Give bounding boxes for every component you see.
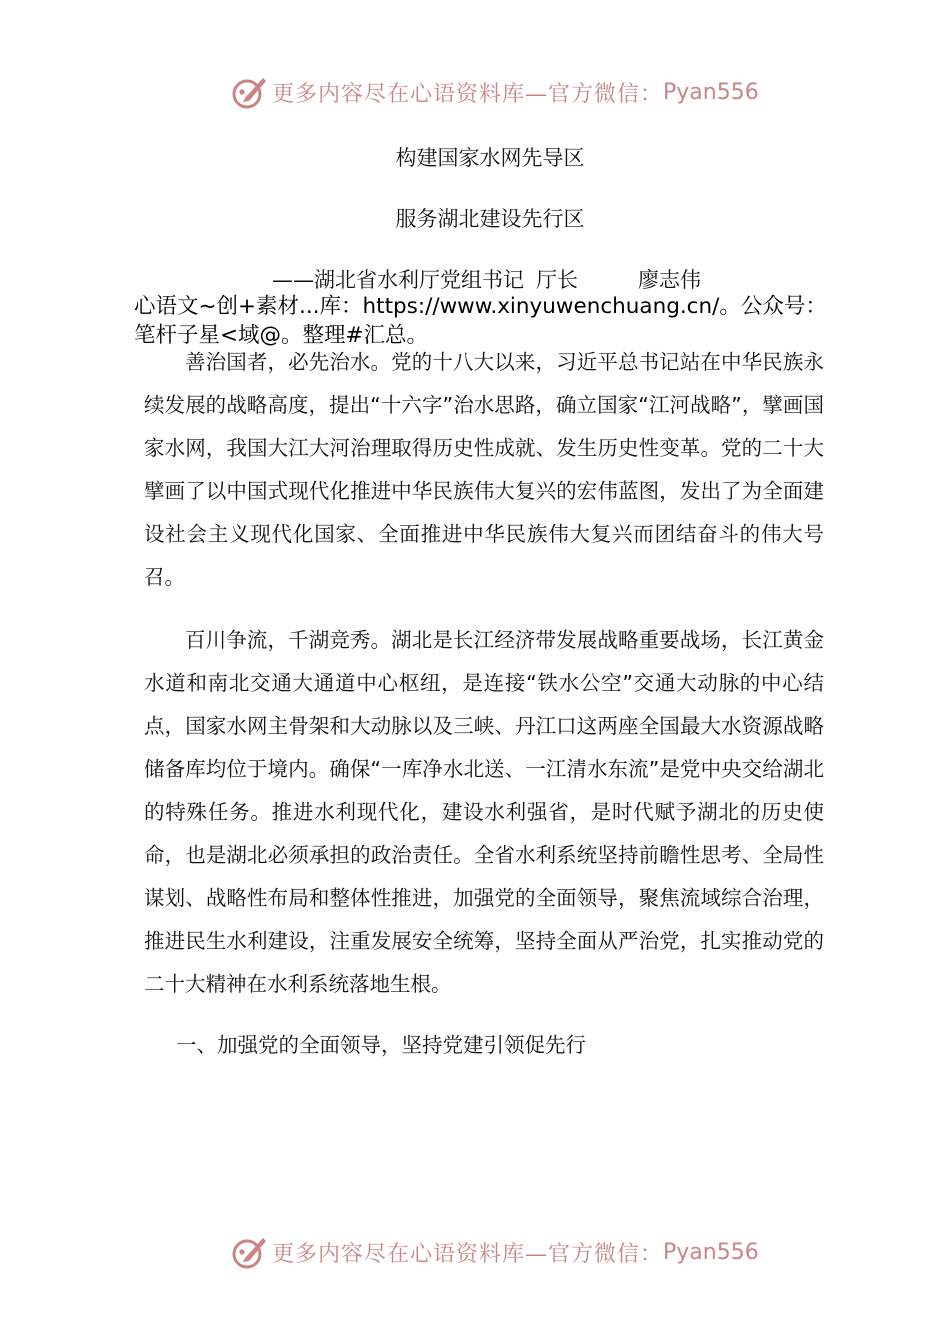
document-title-line2: 服务湖北建设先行区: [395, 207, 585, 231]
header-banner: [230, 72, 759, 112]
banner-text: 更多内容尽在心语资料库—官方微信：: [272, 81, 664, 107]
byline-position: 厅长: [536, 268, 578, 292]
section-heading-1: 一、加强党的全面领导，坚持党建引领促先行: [176, 1033, 586, 1057]
byline-name: 廖志伟: [638, 268, 701, 292]
document-title-line1: 构建国家水网先导区: [395, 146, 585, 170]
source-watermark-text: 心语文~创+素材...库：https://www.xinyuwenchuang.cn/。公众号：笔杆子星<域@。整理#汇总。: [134, 294, 827, 348]
footer-banner: [230, 1232, 759, 1272]
banner-wechat-id: Pyan556: [663, 1239, 759, 1265]
author-byline: [272, 264, 701, 294]
body-paragraph-1: 善治国者，必先治水。党的十八大以来，习近平总书记站在中华民族永续发展的战略高度，提出“十六字”治水思路，确立国家“江河战略”，擘画国家水网，我国大江大河治理取得历史性成就、发生历史性变革。党的二十大擘画了以中国式现代化推进中华民族伟大复兴的宏伟蓝图，发出了为全面建设社会主义现代化国家、全面推进中华民族伟大复兴而团结奋斗的伟大号召。: [144, 350, 824, 589]
pen-logo-icon: [230, 1232, 270, 1272]
pen-logo-icon: [230, 72, 270, 112]
body-paragraph-2: 百川争流，千湖竞秀。湖北是长江经济带发展战略重要战场，长江黄金水道和南北交通大通道中心枢纽，是连接“铁水公空”交通大动脉的中心结点，国家水网主骨架和大动脉以及三峡、丹江口这两座全国最大水资源战略储备库均位于境内。确保“一库净水北送、一江清水东流”是党中央交给湖北的特殊任务。推进水利现代化，建设水利强省，是时代赋予湖北的历史使命，也是湖北必须承担的政治责任。全省水利系统坚持前瞻性思考、全局性谋划、战略性布局和整体性推进，加强党的全面领导，聚焦流域综合治理，推进民生水利建设，注重发展安全统筹，坚持全面从严治党，扎实推动党的二十大精神在水利系统落地生根。: [144, 628, 824, 996]
banner-wechat-id: Pyan556: [663, 79, 759, 105]
byline-organization: ——湖北省水利厅党组书记: [272, 268, 524, 292]
banner-text: 更多内容尽在心语资料库—官方微信：: [272, 1241, 664, 1267]
